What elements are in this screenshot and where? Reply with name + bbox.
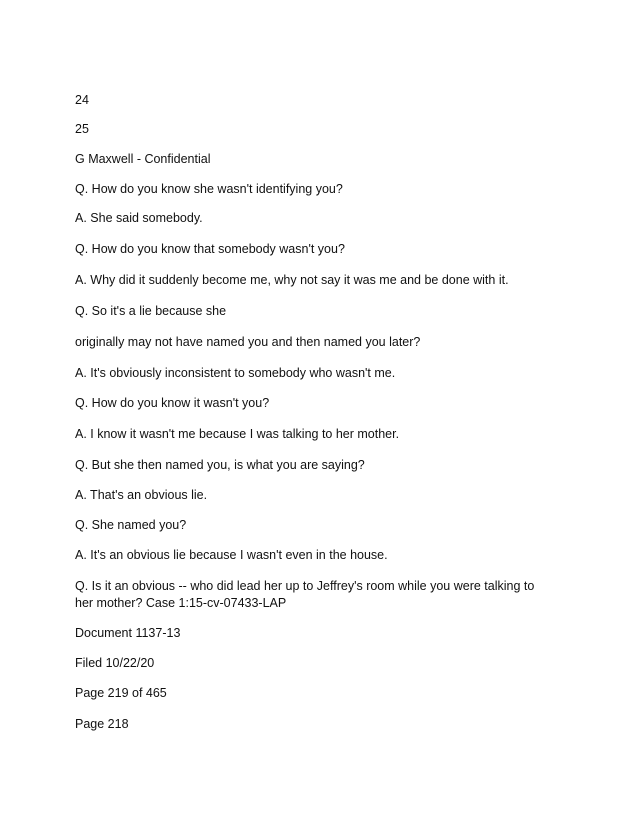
- transcript-line: A. She said somebody.: [75, 211, 203, 225]
- transcript-line: Q. How do you know it wasn't you?: [75, 396, 270, 410]
- transcript-line: Q. How do you know she wasn't identifying you?: [75, 182, 343, 196]
- transcript-line: A. I know it wasn't me because I was talking to her mother.: [75, 427, 400, 441]
- transcript-line: A. It's obviously inconsistent to somebody who wasn't me.: [75, 366, 396, 380]
- transcript-line: A. Why did it suddenly become me, why not say it was me and be done with it.: [75, 273, 509, 287]
- transcript-line: A. That's an obvious lie.: [75, 488, 208, 502]
- transcript-line: Q. She named you?: [75, 518, 187, 532]
- page-of-total: Page 219 of 465: [75, 686, 167, 700]
- page-number: Page 218: [75, 717, 129, 731]
- line-number-24: 24: [75, 93, 89, 107]
- filed-date: Filed 10/22/20: [75, 656, 155, 670]
- transcript-line: Q. How do you know that somebody wasn't you?: [75, 242, 345, 256]
- transcript-line: Q. But she then named you, is what you are saying?: [75, 458, 365, 472]
- line-number-25: 25: [75, 122, 89, 136]
- transcript-line: originally may not have named you and then named you later?: [75, 335, 421, 349]
- confidential-header: G Maxwell - Confidential: [75, 152, 211, 166]
- transcript-line: Q. Is it an obvious -- who did lead her up to Jeffrey's room while you were talking to her mother? Case 1:15-cv-07433-LAP: [75, 579, 538, 610]
- transcript-line: A. It's an obvious lie because I wasn't even in the house.: [75, 548, 388, 562]
- transcript-line: Q. So it's a lie because she: [75, 304, 227, 318]
- document-number: Document 1137-13: [75, 626, 181, 640]
